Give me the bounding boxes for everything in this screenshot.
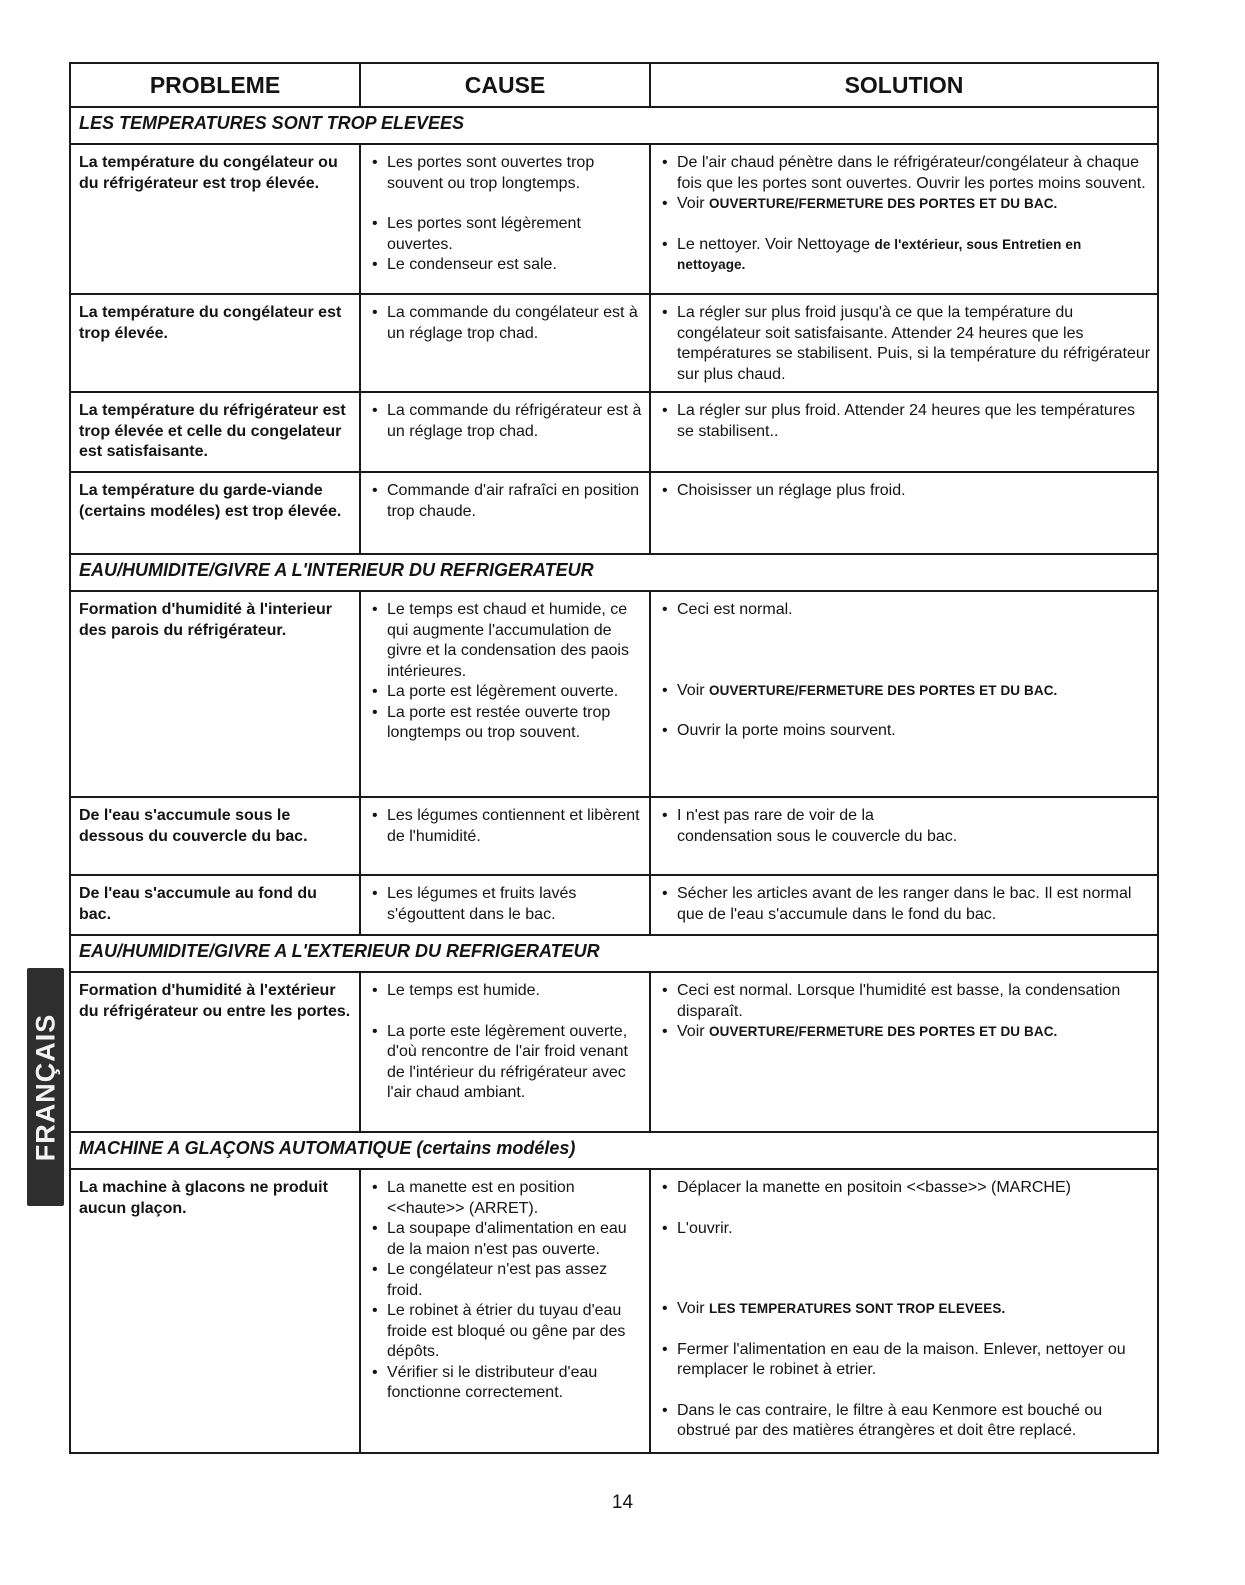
cause-item: • Commande d'air rafraîci en position trop chaude. xyxy=(371,481,643,522)
cross-reference: OUVERTURE/FERMETURE DES PORTES ET DU BAC. xyxy=(709,1024,1058,1039)
cause-cell xyxy=(360,472,650,554)
solution-item: • La régler sur plus froid jusqu'à ce que la température du congélateur soit satisfaisante. Attender 24 heures que les températures se stabilisent. Puis, si la température du réfrigérateur sur plus chaud. xyxy=(661,303,1151,385)
section-header-row xyxy=(70,107,1158,144)
problem-cell: De l'eau s'accumule au fond du bac. xyxy=(70,875,360,935)
cause-item: • Les légumes et fruits lavés s'égouttent dans le bac. xyxy=(371,884,643,925)
problem-cell: La température du congélateur est trop élevée. xyxy=(70,294,360,392)
table-row xyxy=(70,972,1158,1132)
solution-cell xyxy=(650,591,1158,797)
cause-item: • La porte est légèrement ouverte. xyxy=(371,682,643,703)
section-header-row xyxy=(70,1132,1158,1169)
table-row xyxy=(70,797,1158,875)
solution-cell xyxy=(650,972,1158,1132)
cause-item: • Le robinet à étrier du tuyau d'eau froide est bloqué ou gêne par des dépôts. xyxy=(371,1301,643,1363)
solution-item xyxy=(661,194,1151,215)
cause-cell xyxy=(360,294,650,392)
cross-reference: de l'extérieur, sous Entretien en nettoyage. xyxy=(677,236,1082,272)
solution-cell xyxy=(650,797,1158,875)
solution-item xyxy=(661,1022,1151,1043)
cause-item: • La commande du réfrigérateur est à un réglage trop chad. xyxy=(371,401,643,442)
table-row xyxy=(70,591,1158,797)
section-header-row xyxy=(70,554,1158,591)
problem-cell: Formation d'humidité à l'extérieur du réfrigérateur ou entre les portes. xyxy=(70,972,360,1132)
solution-text: De l'air chaud pénètre dans le réfrigérateur/congélateur à chaque fois que les portes sont ouvertes. Ouvrir les portes moins souvent. xyxy=(677,154,1146,192)
solution-item xyxy=(661,153,1151,194)
table-header-row xyxy=(70,63,1158,107)
problem-cell: La température du congélateur ou du réfrigérateur est trop élevée. xyxy=(70,144,360,294)
solution-item xyxy=(661,1299,1151,1320)
solution-text: Voir xyxy=(677,681,710,699)
troubleshooting-table xyxy=(69,62,1159,1454)
cause-item: • Vérifier si le distributeur d'eau fonctionne correctement. xyxy=(371,1363,643,1404)
solution-cell xyxy=(650,294,1158,392)
cause-item: • La porte est restée ouverte trop longtemps ou trop souvent. xyxy=(371,703,643,744)
solution-cell xyxy=(650,144,1158,294)
cause-item: • La soupape d'alimentation en eau de la maion n'est pas ouverte. xyxy=(371,1219,643,1260)
cause-item: • Les portes sont ouvertes trop souvent ou trop longtemps. xyxy=(371,153,643,194)
problem-cell: Formation d'humidité à l'interieur des parois du réfrigérateur. xyxy=(70,591,360,797)
solution-item: • Déplacer la manette en positoin <<basse>> (MARCHE) xyxy=(661,1178,1151,1199)
solution-text: Voir xyxy=(677,1023,710,1040)
section-title: EAU/HUMIDITE/GIVRE A L'EXTERIEUR DU REFRIGERATEUR xyxy=(70,935,1158,972)
cause-item: • Le temps est humide. xyxy=(371,981,643,1002)
table-row xyxy=(70,875,1158,935)
cause-item: • Le congélateur n'est pas assez froid. xyxy=(371,1260,643,1301)
cause-cell xyxy=(360,1169,650,1453)
table-row xyxy=(70,392,1158,472)
problem-cell: La machine à glacons ne produit aucun glaçon. xyxy=(70,1169,360,1453)
table-row xyxy=(70,1169,1158,1453)
solution-item: • I n'est pas rare de voir de la condensation sous le couvercle du bac. xyxy=(661,806,1151,847)
cross-reference: LES TEMPERATURES SONT TROP ELEVEES. xyxy=(709,1301,1006,1316)
header-cause: CAUSE xyxy=(360,63,650,107)
section-header-row xyxy=(70,935,1158,972)
cause-cell xyxy=(360,591,650,797)
table-row xyxy=(70,294,1158,392)
cause-item: • La manette est en position <<haute>> (ARRET). xyxy=(371,1178,643,1219)
cause-item: • La porte este légèrement ouverte, d'où rencontre de l'air froid venant de l'intérieur du réfrigérateur avec l'air chaud ambiant. xyxy=(371,1022,643,1104)
cause-cell xyxy=(360,392,650,472)
solution-cell xyxy=(650,392,1158,472)
page-number: 14 xyxy=(611,1492,634,1513)
section-title: MACHINE A GLAÇONS AUTOMATIQUE (certains modéles) xyxy=(70,1132,1158,1169)
solution-cell xyxy=(650,875,1158,935)
problem-cell: De l'eau s'accumule sous le dessous du couvercle du bac. xyxy=(70,797,360,875)
section-title: LES TEMPERATURES SONT TROP ELEVEES xyxy=(70,107,1158,144)
cause-item: • Le condenseur est sale. xyxy=(371,255,643,276)
cause-item: • Les légumes contiennent et libèrent de l'humidité. xyxy=(371,806,643,847)
solution-cell xyxy=(650,472,1158,554)
solution-item: • La régler sur plus froid. Attender 24 heures que les températures se stabilisent.. xyxy=(661,401,1151,442)
solution-item: • L'ouvrir. xyxy=(661,1219,1151,1240)
solution-item: • Ouvrir la porte moins sourvent. xyxy=(661,721,1151,742)
solution-text: Le nettoyer. Voir Nettoyage xyxy=(677,235,875,253)
table-row xyxy=(70,472,1158,554)
cause-cell xyxy=(360,144,650,294)
problem-cell: La température du garde-viande (certains modéles) est trop élevée. xyxy=(70,472,360,554)
solution-cell xyxy=(650,1169,1158,1453)
solution-item: • Fermer l'alimentation en eau de la maison. Enlever, nettoyer ou remplacer le robinet à etrier. xyxy=(661,1340,1151,1381)
solution-text: Voir xyxy=(677,1300,710,1317)
solution-item xyxy=(661,681,1151,702)
header-solution: SOLUTION xyxy=(650,63,1158,107)
header-problem: PROBLEME xyxy=(70,63,360,107)
solution-item: • Choisisser un réglage plus froid. xyxy=(661,481,1151,502)
solution-item: • Sécher les articles avant de les ranger dans le bac. Il est normal que de l'eau s'accumule dans le fond du bac. xyxy=(661,884,1151,925)
cause-item: • La commande du congélateur est à un réglage trop chad. xyxy=(371,303,643,344)
language-side-tab xyxy=(27,968,64,1206)
cross-reference: OUVERTURE/FERMETURE DES PORTES ET DU BAC. xyxy=(709,196,1058,211)
side-tab-label: FRANÇAIS xyxy=(30,1013,60,1161)
solution-text: Voir xyxy=(677,195,710,212)
solution-item: • Dans le cas contraire, le filtre à eau Kenmore est bouché ou obstrué par des matières étrangères et doit être replacé. xyxy=(661,1401,1151,1442)
cause-cell xyxy=(360,972,650,1132)
cause-item: • Le temps est chaud et humide, ce qui augmente l'accumulation de givre et la condensation des paois intérieures. xyxy=(371,600,643,682)
problem-cell: La température du réfrigérateur est trop élevée et celle du congelateur est satisfaisante. xyxy=(70,392,360,472)
solution-item: • Ceci est normal. xyxy=(661,600,1151,621)
solution-item xyxy=(661,235,1151,276)
cause-cell xyxy=(360,797,650,875)
cross-reference: OUVERTURE/FERMETURE DES PORTES ET DU BAC. xyxy=(709,682,1058,698)
section-title: EAU/HUMIDITE/GIVRE A L'INTERIEUR DU REFRIGERATEUR xyxy=(70,554,1158,591)
cause-cell xyxy=(360,875,650,935)
solution-item: • Ceci est normal. Lorsque l'humidité est basse, la condensation disparaît. xyxy=(661,981,1151,1022)
cause-item: • Les portes sont légèrement ouvertes. xyxy=(371,214,643,255)
table-row xyxy=(70,144,1158,294)
